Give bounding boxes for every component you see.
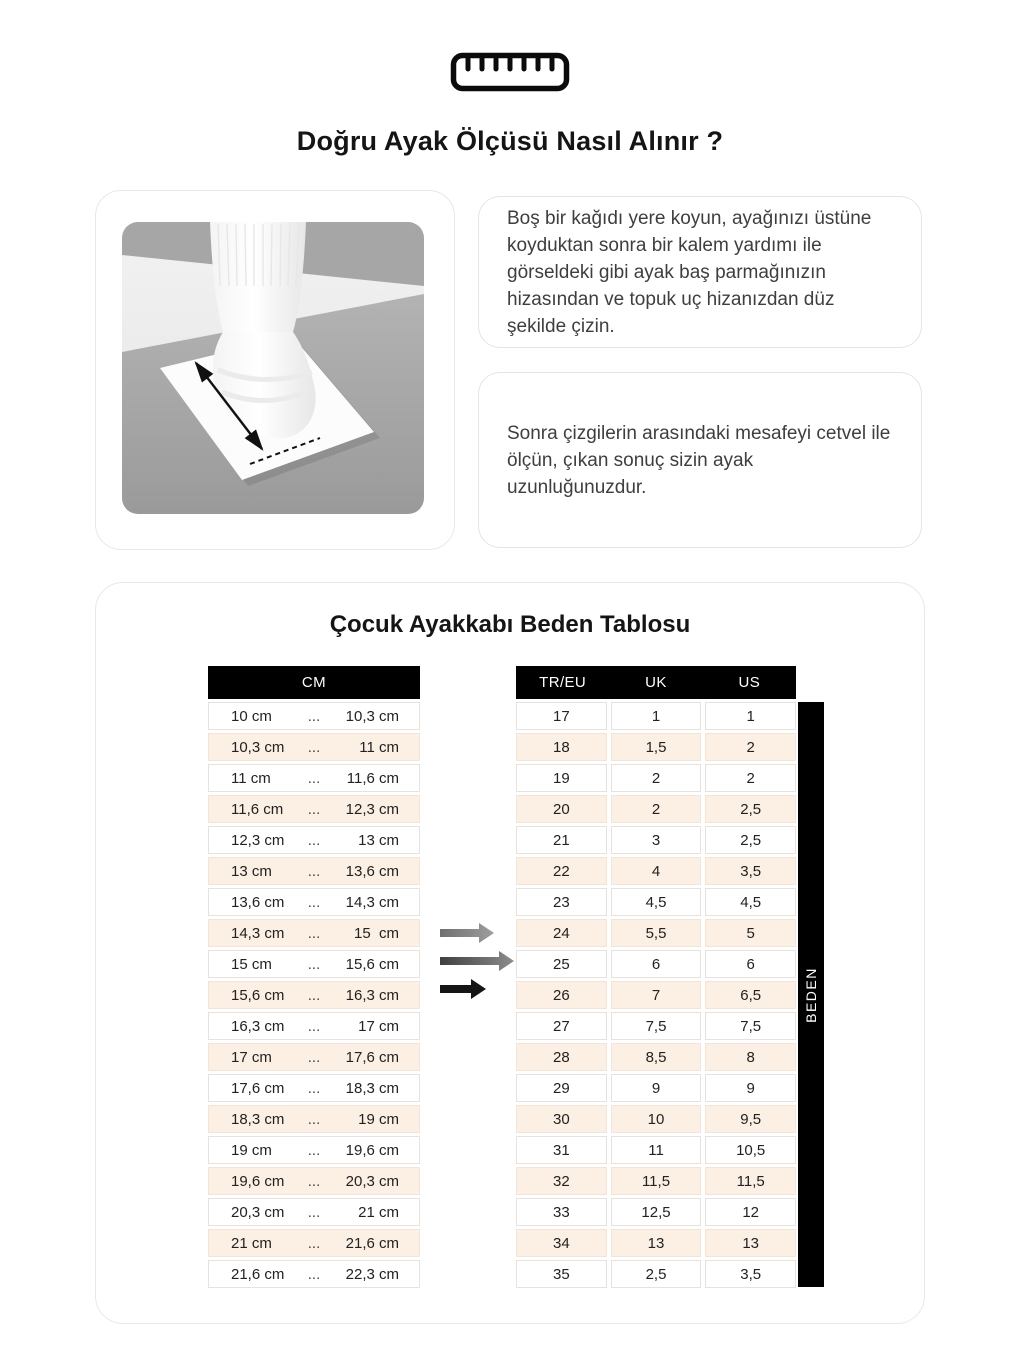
instruction-step-2 bbox=[478, 372, 922, 548]
cm-from: 20,3 cm bbox=[231, 1203, 285, 1221]
us-cell: 8 bbox=[705, 1043, 796, 1071]
table-row bbox=[208, 702, 420, 730]
uk-cell: 1 bbox=[611, 702, 702, 730]
header-tr-eu: TR/EU bbox=[539, 674, 587, 691]
cm-from: 21,6 cm bbox=[231, 1265, 285, 1283]
table-row bbox=[208, 857, 420, 885]
tr-eu-cell: 17 bbox=[516, 702, 607, 730]
cm-from: 16,3 cm bbox=[231, 1017, 285, 1035]
table-row bbox=[516, 1198, 796, 1226]
tr-eu-cell: 21 bbox=[516, 826, 607, 854]
table-row bbox=[208, 1167, 420, 1195]
uk-cell: 3 bbox=[611, 826, 702, 854]
us-cell: 2 bbox=[705, 764, 796, 792]
uk-cell: 2 bbox=[611, 795, 702, 823]
table-row bbox=[516, 1012, 796, 1040]
table-row bbox=[516, 1136, 796, 1164]
cm-to: 13 cm bbox=[358, 831, 399, 849]
cm-from: 12,3 cm bbox=[231, 831, 285, 849]
tr-eu-cell: 29 bbox=[516, 1074, 607, 1102]
table-row bbox=[208, 1136, 420, 1164]
cm-to: 17 cm bbox=[358, 1017, 399, 1035]
range-dots: ... bbox=[307, 831, 321, 849]
cm-from: 14,3 cm bbox=[231, 924, 285, 942]
table-row bbox=[516, 888, 796, 916]
range-dots: ... bbox=[307, 1265, 321, 1283]
range-dots: ... bbox=[307, 738, 321, 756]
table-row bbox=[516, 764, 796, 792]
table-row bbox=[516, 733, 796, 761]
table-row bbox=[516, 795, 796, 823]
tr-eu-cell: 28 bbox=[516, 1043, 607, 1071]
beden-label-text: BEDEN bbox=[803, 966, 820, 1023]
table-row bbox=[208, 919, 420, 947]
cm-to: 22,3 cm bbox=[345, 1265, 399, 1283]
table-row bbox=[516, 1043, 796, 1071]
cm-table-header: CM bbox=[208, 666, 420, 699]
table-row bbox=[516, 1167, 796, 1195]
uk-cell: 4 bbox=[611, 857, 702, 885]
us-cell: 2,5 bbox=[705, 795, 796, 823]
cm-to: 18,3 cm bbox=[345, 1079, 399, 1097]
table-row bbox=[208, 733, 420, 761]
range-dots: ... bbox=[307, 1172, 321, 1190]
header-uk: UK bbox=[645, 674, 667, 691]
tr-eu-cell: 34 bbox=[516, 1229, 607, 1257]
table-row bbox=[516, 826, 796, 854]
tr-eu-cell: 20 bbox=[516, 795, 607, 823]
table-row bbox=[516, 919, 796, 947]
size-table-header bbox=[516, 666, 796, 699]
uk-cell: 11 bbox=[611, 1136, 702, 1164]
uk-cell: 5,5 bbox=[611, 919, 702, 947]
cm-from: 10,3 cm bbox=[231, 738, 285, 756]
page-title: Doğru Ayak Ölçüsü Nasıl Alınır ? bbox=[296, 126, 724, 156]
tr-eu-cell: 35 bbox=[516, 1260, 607, 1288]
us-cell: 11,5 bbox=[705, 1167, 796, 1195]
us-cell: 7,5 bbox=[705, 1012, 796, 1040]
cm-to: 11,6 cm bbox=[346, 769, 399, 787]
table-row bbox=[208, 1043, 420, 1071]
cm-from: 13 cm bbox=[231, 862, 272, 880]
tr-eu-cell: 25 bbox=[516, 950, 607, 978]
uk-cell: 2 bbox=[611, 764, 702, 792]
cm-from: 13,6 cm bbox=[231, 893, 285, 911]
us-cell: 2 bbox=[705, 733, 796, 761]
table-row bbox=[516, 1105, 796, 1133]
cm-from: 10 cm bbox=[231, 707, 272, 725]
uk-cell: 7 bbox=[611, 981, 702, 1009]
range-dots: ... bbox=[307, 893, 321, 911]
cm-from: 11 cm bbox=[231, 769, 271, 787]
range-dots: ... bbox=[307, 769, 321, 787]
us-cell: 6,5 bbox=[705, 981, 796, 1009]
tr-eu-cell: 18 bbox=[516, 733, 607, 761]
cm-from: 15,6 cm bbox=[231, 986, 285, 1004]
table-row bbox=[516, 1260, 796, 1288]
table-row bbox=[516, 857, 796, 885]
tr-eu-cell: 23 bbox=[516, 888, 607, 916]
range-dots: ... bbox=[307, 1234, 321, 1252]
cm-to: 19 cm bbox=[358, 1110, 399, 1128]
range-dots: ... bbox=[307, 955, 321, 973]
cm-from: 15 cm bbox=[231, 955, 272, 973]
uk-cell: 1,5 bbox=[611, 733, 702, 761]
table-row bbox=[208, 1260, 420, 1288]
table-row bbox=[516, 950, 796, 978]
range-dots: ... bbox=[307, 1048, 321, 1066]
range-dots: ... bbox=[307, 986, 321, 1004]
table-row bbox=[208, 1105, 420, 1133]
tr-eu-cell: 32 bbox=[516, 1167, 607, 1195]
cm-to: 21 cm bbox=[358, 1203, 399, 1221]
cm-to: 14,3 cm bbox=[345, 893, 399, 911]
range-dots: ... bbox=[307, 1203, 321, 1221]
us-cell: 9 bbox=[705, 1074, 796, 1102]
cm-from: 17 cm bbox=[231, 1048, 272, 1066]
table-row bbox=[208, 1012, 420, 1040]
uk-cell: 8,5 bbox=[611, 1043, 702, 1071]
us-cell: 3,5 bbox=[705, 1260, 796, 1288]
tr-eu-cell: 24 bbox=[516, 919, 607, 947]
table-row bbox=[516, 702, 796, 730]
tr-eu-cell: 19 bbox=[516, 764, 607, 792]
uk-cell: 9 bbox=[611, 1074, 702, 1102]
table-row bbox=[208, 764, 420, 792]
beden-side-label bbox=[798, 702, 824, 1287]
cm-to: 12,3 cm bbox=[345, 800, 399, 818]
tr-eu-cell: 33 bbox=[516, 1198, 607, 1226]
cm-to: 20,3 cm bbox=[345, 1172, 399, 1190]
table-row bbox=[208, 981, 420, 1009]
table-row bbox=[208, 1198, 420, 1226]
cm-from: 17,6 cm bbox=[231, 1079, 285, 1097]
range-dots: ... bbox=[307, 924, 321, 942]
size-table-body bbox=[516, 702, 796, 1288]
cm-to: 21,6 cm bbox=[345, 1234, 399, 1252]
range-dots: ... bbox=[307, 800, 321, 818]
cm-to: 16,3 cm bbox=[345, 986, 399, 1004]
header-us: US bbox=[738, 674, 761, 691]
tr-eu-cell: 22 bbox=[516, 857, 607, 885]
measurement-photo-card bbox=[95, 190, 455, 550]
range-dots: ... bbox=[307, 862, 321, 880]
cm-from: 19 cm bbox=[231, 1141, 272, 1159]
range-dots: ... bbox=[307, 1110, 321, 1128]
table-row bbox=[208, 950, 420, 978]
cm-to: 19,6 cm bbox=[345, 1141, 399, 1159]
tr-eu-cell: 31 bbox=[516, 1136, 607, 1164]
range-dots: ... bbox=[307, 707, 321, 725]
table-row bbox=[208, 1074, 420, 1102]
cm-to: 15,6 cm bbox=[345, 955, 399, 973]
table-row bbox=[208, 795, 420, 823]
uk-cell: 10 bbox=[611, 1105, 702, 1133]
uk-cell: 4,5 bbox=[611, 888, 702, 916]
us-cell: 13 bbox=[705, 1229, 796, 1257]
foot-measurement-photo bbox=[122, 222, 424, 514]
uk-cell: 12,5 bbox=[611, 1198, 702, 1226]
international-size-table bbox=[516, 666, 796, 1288]
instruction-step-1 bbox=[478, 196, 922, 348]
size-table-card bbox=[95, 582, 925, 1324]
size-table-title: Çocuk Ayakkabı Beden Tablosu bbox=[329, 611, 691, 638]
cm-to: 13,6 cm bbox=[345, 862, 399, 880]
tr-eu-cell: 27 bbox=[516, 1012, 607, 1040]
transfer-arrows-icon bbox=[438, 921, 518, 1001]
cm-from: 18,3 cm bbox=[231, 1110, 285, 1128]
us-cell: 3,5 bbox=[705, 857, 796, 885]
range-dots: ... bbox=[307, 1141, 321, 1159]
table-row bbox=[208, 888, 420, 916]
cm-table-body bbox=[208, 702, 420, 1288]
range-dots: ... bbox=[307, 1017, 321, 1035]
us-cell: 6 bbox=[705, 950, 796, 978]
us-cell: 10,5 bbox=[705, 1136, 796, 1164]
instruction-step-2-text: Sonra çizgilerin arasındaki mesafeyi cetvel ile ölçün, çıkan sonuç sizin ayak uzunluğunuzdur. bbox=[507, 422, 891, 498]
tr-eu-cell: 30 bbox=[516, 1105, 607, 1133]
us-cell: 9,5 bbox=[705, 1105, 796, 1133]
uk-cell: 2,5 bbox=[611, 1260, 702, 1288]
us-cell: 4,5 bbox=[705, 888, 796, 916]
cm-table bbox=[208, 666, 420, 1288]
cm-to: 10,3 cm bbox=[345, 707, 399, 725]
ruler-icon bbox=[450, 52, 570, 92]
table-row bbox=[516, 981, 796, 1009]
uk-cell: 11,5 bbox=[611, 1167, 702, 1195]
uk-cell: 7,5 bbox=[611, 1012, 702, 1040]
cm-from: 21 cm bbox=[231, 1234, 272, 1252]
table-row bbox=[516, 1074, 796, 1102]
cm-from: 11,6 cm bbox=[231, 800, 284, 818]
us-cell: 12 bbox=[705, 1198, 796, 1226]
table-row bbox=[208, 1229, 420, 1257]
table-row bbox=[208, 826, 420, 854]
us-cell: 5 bbox=[705, 919, 796, 947]
cm-to: 11 cm bbox=[359, 738, 399, 756]
cm-from: 19,6 cm bbox=[231, 1172, 285, 1190]
us-cell: 1 bbox=[705, 702, 796, 730]
cm-to: 17,6 cm bbox=[345, 1048, 399, 1066]
cm-to: 15 cm bbox=[353, 924, 399, 942]
us-cell: 2,5 bbox=[705, 826, 796, 854]
table-row bbox=[516, 1229, 796, 1257]
uk-cell: 13 bbox=[611, 1229, 702, 1257]
uk-cell: 6 bbox=[611, 950, 702, 978]
range-dots: ... bbox=[307, 1079, 321, 1097]
instruction-step-1-text: Boş bir kağıdı yere koyun, ayağınızı üstüne koyduktan sonra bir kalem yardımı ile görseldeki gibi ayak baş parmağınızın hizasından ve topuk uç hizanızdan düz şekilde çizin. bbox=[507, 207, 872, 337]
tr-eu-cell: 26 bbox=[516, 981, 607, 1009]
